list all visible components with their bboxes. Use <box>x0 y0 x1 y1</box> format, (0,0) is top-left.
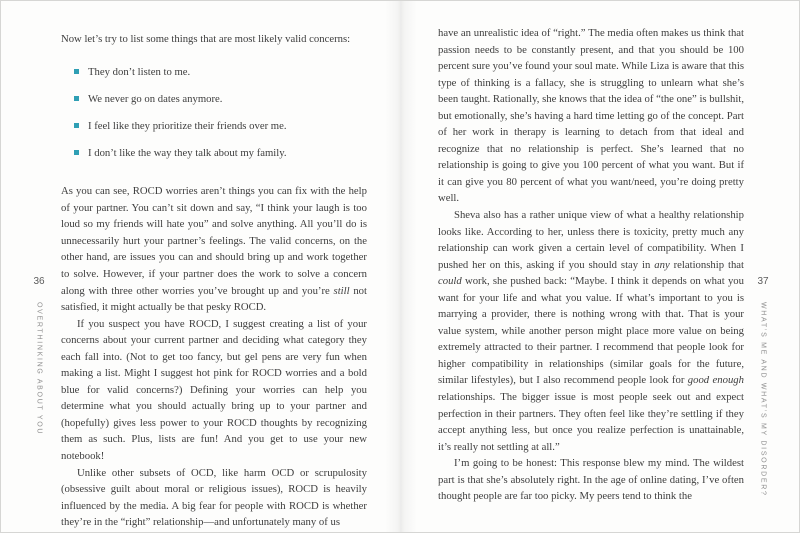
running-head-left: OVERTHINKING ABOUT YOU <box>35 302 43 436</box>
paragraph <box>61 316 367 465</box>
paragraph-text: Sheva also has a rather unique view of what a healthy relationship looks like. According to her, unless there is toxicity, pretty much any relationship can work given a certain level of compatibility. When I pushed her on this, asking if you should stay in <box>438 209 744 271</box>
running-head-right: WHAT’S ME AND WHAT’S MY DISORDER? <box>759 302 767 497</box>
list-item <box>74 91 367 108</box>
list-item <box>74 64 367 81</box>
right-page-paragraphs <box>438 25 744 505</box>
paragraph-text: As you can see, ROCD worries aren’t things you can fix with the help of your partner. You can’t sit down and say, “I think your laugh is too loud so my friends will hate you” and solve anything. All you’ll do is unnecessarily hurt your partner’s feelings. The valid concerns, on the other hand, are issues you can and should bring up and work together to solve. However, if your partner does the work to solve a concern along with three other worries you’ve brought up and you’re <box>61 185 367 297</box>
page-number-left: 36 <box>33 276 45 287</box>
bullet-square-icon <box>74 69 79 74</box>
bullet-square-icon <box>74 123 79 128</box>
paragraph-text: If you suspect you have ROCD, I suggest creating a list of your concerns about your current partner and deciding what category they each fall into. (Not to get too fancy, but gel pens are very fun when making a list. Might I suggest hot pink for ROCD worries and a bold blue for valid concerns?) Defining your worries can help you determine what you should actually bring up to your partner and (hopefully) gives less power to your ROCD thoughts by recognizing them as such. Plus, lists are fun! And you get to use your new notebook! <box>61 317 367 462</box>
paragraph-text: not satisfied, it might actually be that pesky ROCD. <box>61 284 367 314</box>
paragraph-text: work, she pushed back: “Maybe. I think it depends on what you want for your life and what you value. If what’s important to you is marrying a provider, there is nothing wrong with that. That is your value system, while another person might place more value on being extremely attracted to their partner. I recommend that people look for higher compatibility in relationships (similar goals for the future, similar lifestyles), but I also recommend people look for <box>438 275 744 387</box>
left-page <box>1 1 401 532</box>
left-text-column <box>61 31 367 531</box>
paragraph-text: relationship that <box>669 258 744 271</box>
right-margin <box>751 276 775 502</box>
list-item-text: They don’t listen to me. <box>88 65 191 78</box>
paragraph-text: I’m going to be honest: This response blew my mind. The wildest part is that she’s absolutely right. In the age of online dating, I’ve often thought people are far too picky. My peers tend to think the <box>438 457 744 503</box>
paragraph <box>61 183 367 315</box>
left-margin <box>27 276 51 440</box>
valid-concerns-list <box>74 64 367 162</box>
paragraph-text: Unlike other subsets of OCD, like harm OCD or scrupulosity (obsessive guilt about moral or religious issues), ROCD is heavily influenced by the media. A big fear for people with ROCD is whether they’re in the “right” relationship—and unfortunately many of us <box>61 466 367 529</box>
bullet-square-icon <box>74 150 79 155</box>
paragraph-text-italic: still <box>333 284 350 297</box>
paragraph-text-italic: could <box>438 275 462 288</box>
paragraph <box>438 25 744 207</box>
paragraph <box>438 455 744 505</box>
right-page <box>401 1 800 532</box>
list-item <box>74 145 367 162</box>
intro-line: Now let’s try to list some things that are most likely valid concerns: <box>61 33 351 45</box>
list-item-text: I feel like they prioritize their friends over me. <box>88 119 287 132</box>
paragraph-text: have an unrealistic idea of “right.” The media often makes us think that passion needs to be constantly present, and that you should be 100 percent sure you’ve found your soul mate. While Liza is aware that this type of thinking is a fallacy, she is struggling to unlearn what she’s been taught. Rationally, she knows that the idea of “the one” is bullshit, but emotionally, she’s having a hard time letting go of the concept. Part of her work in therapy is learning to detach from that ideal and recognize that no relationship is perfect. She’s learned that no relationship is going to give you 100 percent of what you want. But if it can give you 80 percent of what you want/need, you’re doing pretty well. <box>438 27 744 205</box>
bullet-square-icon <box>74 96 79 101</box>
page-number-right: 37 <box>757 276 769 287</box>
paragraph-text-italic: good enough <box>687 374 744 387</box>
paragraph-text-italic: any <box>654 258 670 271</box>
paragraph <box>61 465 367 531</box>
list-item <box>74 118 367 135</box>
list-item-text: We never go on dates anymore. <box>88 92 223 105</box>
paragraph-text: relationships. The bigger issue is most people seek out and expect perfection in their partners. They often feel like they’re settling if they accept anything less, but once you realize perfection is unattainable, it’s really not settling at all.” <box>438 391 744 453</box>
paragraph <box>438 207 744 455</box>
list-item-text: I don’t like the way they talk about my family. <box>88 146 287 159</box>
left-page-paragraphs <box>61 183 367 530</box>
right-text-column <box>438 25 744 505</box>
